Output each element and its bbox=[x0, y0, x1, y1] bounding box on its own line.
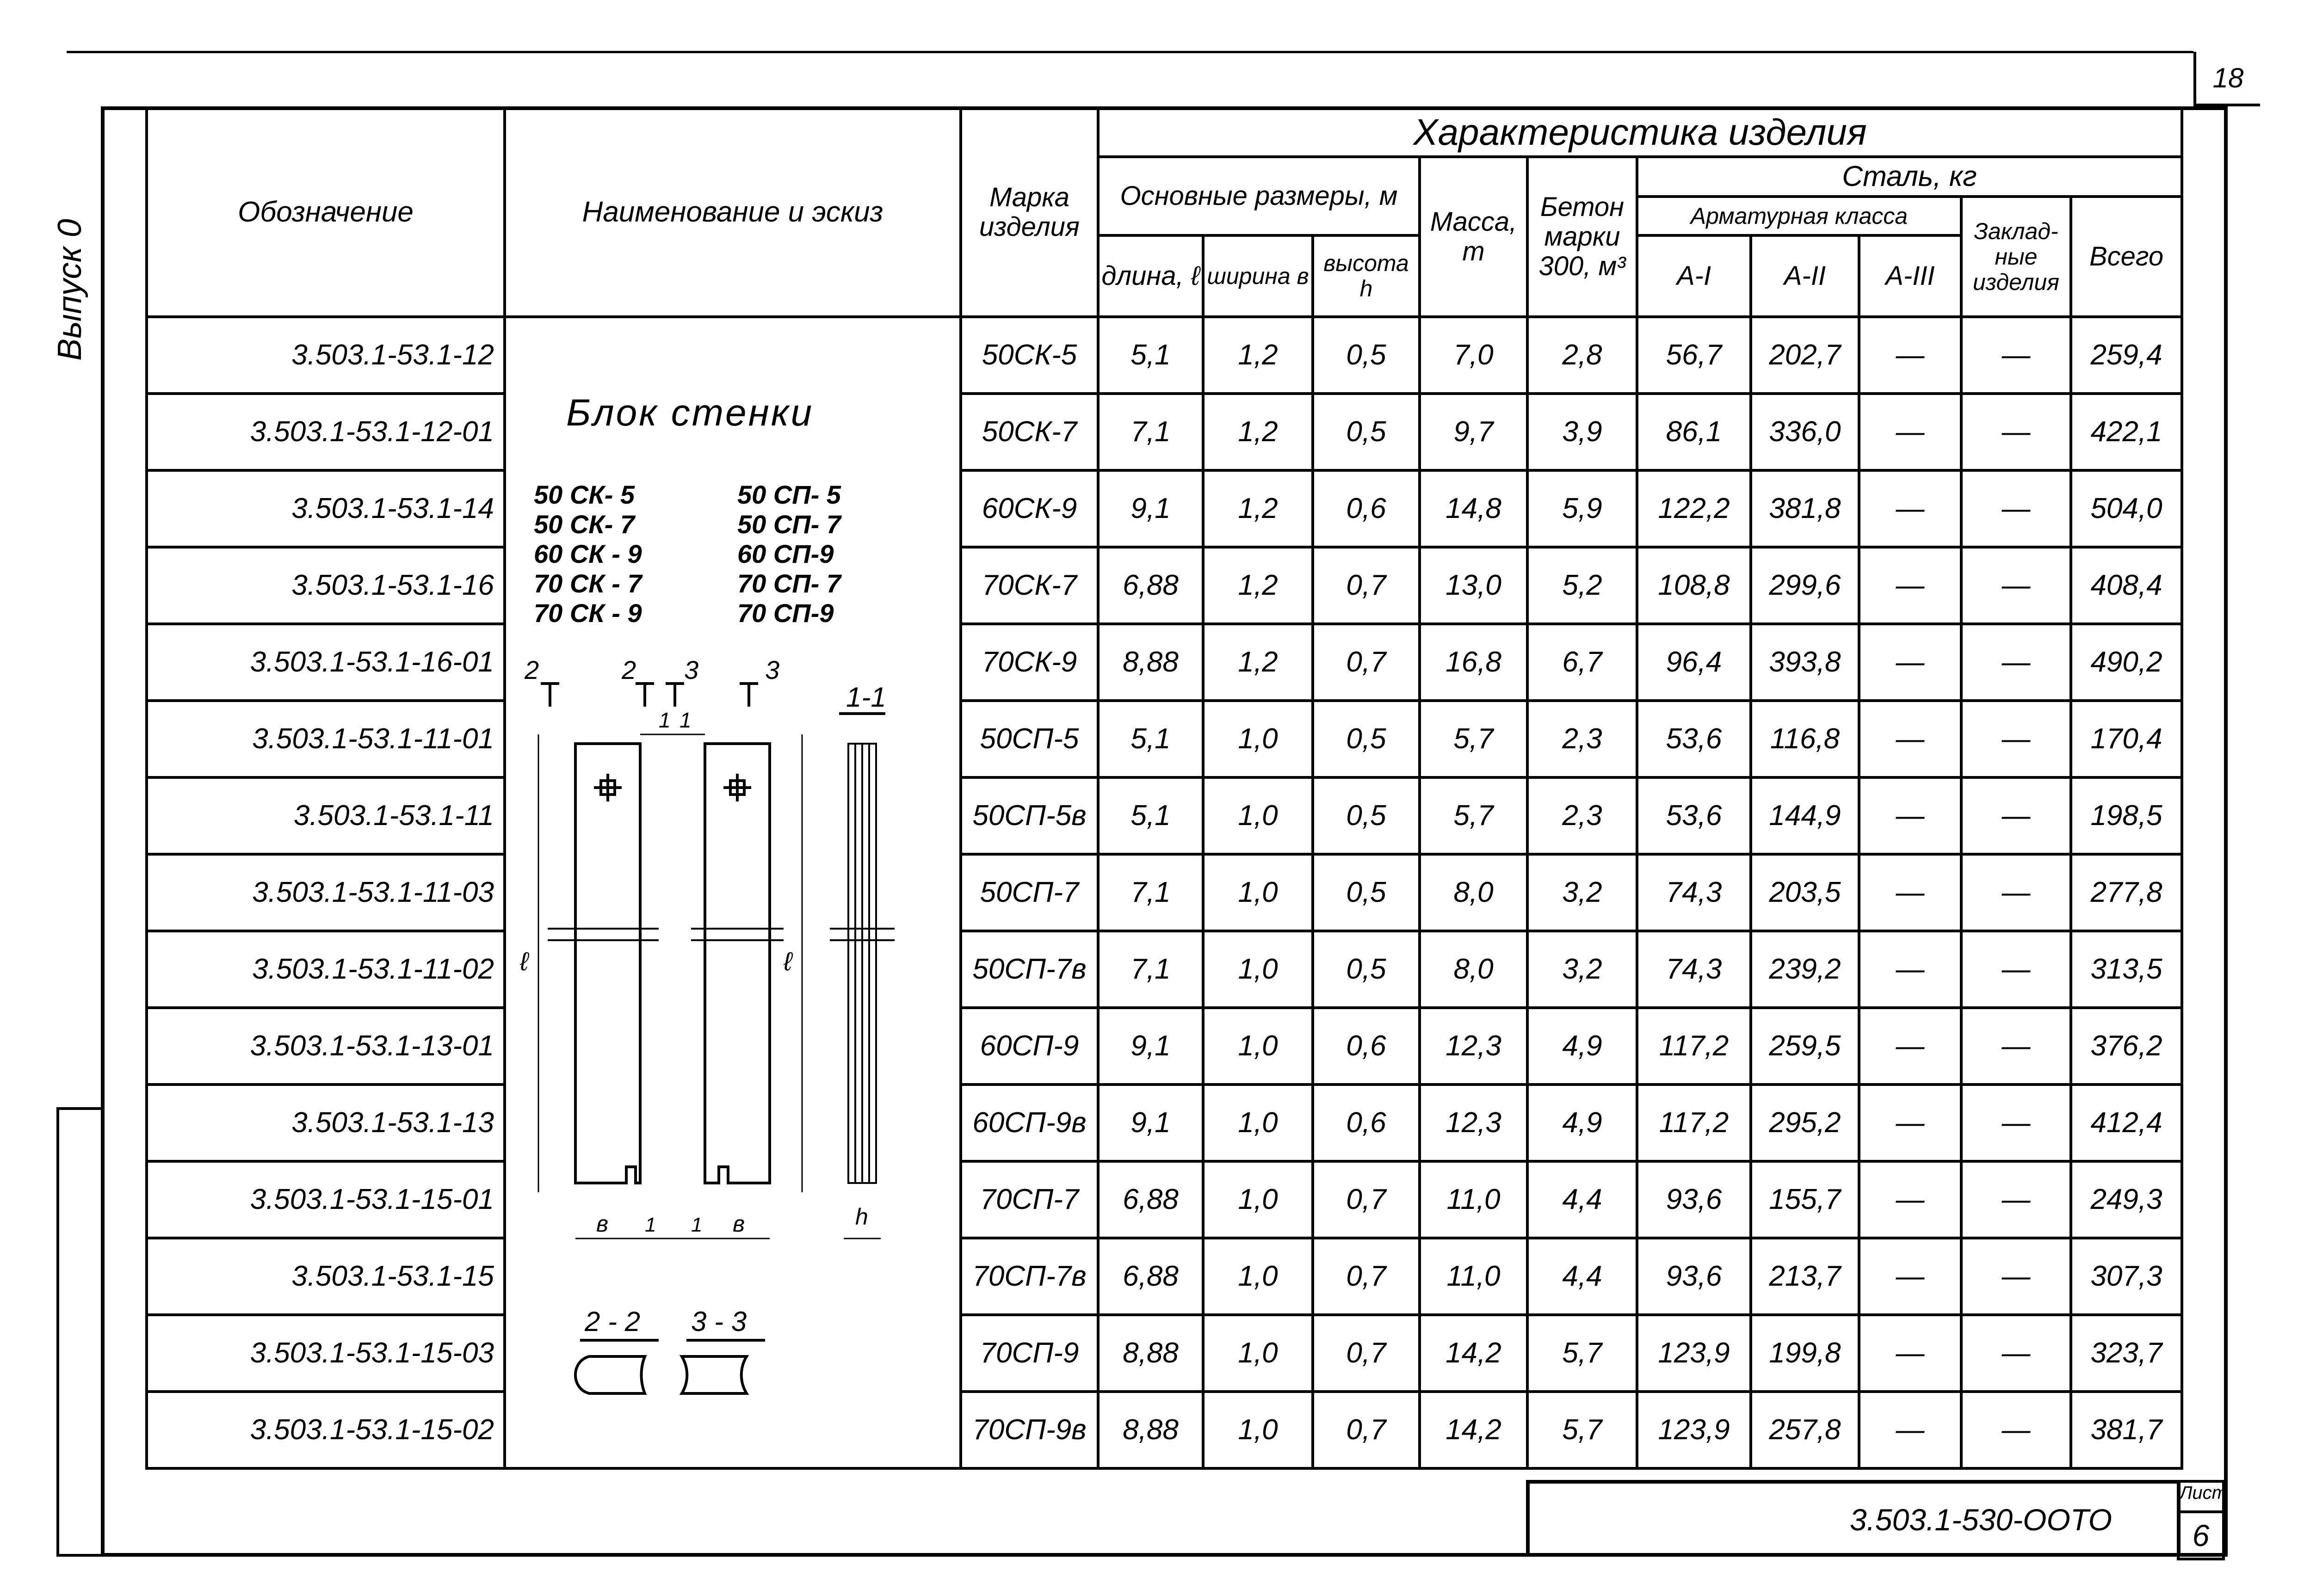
cell-a1: 74,3 bbox=[1637, 854, 1751, 931]
sketch-mark-cp: 70 СП-9 bbox=[737, 598, 834, 628]
cell-mass: 7,0 bbox=[1420, 317, 1527, 394]
cell-designation: 3.503.1-53.1-11-02 bbox=[147, 931, 505, 1008]
header-concrete: Бетон марки 300, м³ bbox=[1527, 157, 1637, 317]
table-row bbox=[147, 317, 2182, 394]
cell-a1: 86,1 bbox=[1637, 394, 1751, 470]
cell-b: 1,0 bbox=[1203, 1392, 1313, 1468]
sheet-number: 6 bbox=[2192, 1518, 2210, 1553]
dimension-lines bbox=[575, 1211, 881, 1239]
cell-b: 1,2 bbox=[1203, 624, 1313, 701]
cell-h: 0,5 bbox=[1313, 931, 1420, 1008]
table-row bbox=[147, 1392, 2182, 1468]
cell-designation: 3.503.1-53.1-11-03 bbox=[147, 854, 505, 931]
cell-designation: 3.503.1-53.1-16-01 bbox=[147, 624, 505, 701]
cell-a3: — bbox=[1859, 777, 1961, 854]
cell-b: 1,0 bbox=[1203, 854, 1313, 931]
cell-conc: 4,4 bbox=[1527, 1161, 1637, 1238]
sketch-mark-ck: 50 СК- 5 bbox=[534, 480, 635, 509]
cell-designation: 3.503.1-53.1-16 bbox=[147, 547, 505, 624]
sections-2-2-3-3 bbox=[575, 1306, 765, 1393]
cell-h: 0,7 bbox=[1313, 1161, 1420, 1238]
cell-a3: — bbox=[1859, 1392, 1961, 1468]
sheet-label: Лист bbox=[2180, 1483, 2222, 1513]
cell-total: 490,2 bbox=[2071, 624, 2182, 701]
header-length: длина, ℓ bbox=[1098, 235, 1203, 317]
cell-mark: 70СП-9в bbox=[961, 1392, 1098, 1468]
cell-a3: — bbox=[1859, 1161, 1961, 1238]
top-rule bbox=[67, 51, 2193, 53]
cell-b: 1,0 bbox=[1203, 1161, 1313, 1238]
cell-emb: — bbox=[1961, 547, 2071, 624]
sketch-mark-ck: 70 СК - 7 bbox=[534, 569, 642, 598]
table-row bbox=[147, 1315, 2182, 1392]
dim-label: 1 bbox=[645, 1214, 656, 1236]
cell-mark: 70СП-9 bbox=[961, 1315, 1098, 1392]
cell-b: 1,2 bbox=[1203, 394, 1313, 470]
cell-a1: 53,6 bbox=[1637, 777, 1751, 854]
cell-emb: — bbox=[1961, 394, 2071, 470]
table-row bbox=[147, 701, 2182, 777]
cell-b: 1,0 bbox=[1203, 1085, 1313, 1161]
cell-mass: 16,8 bbox=[1420, 624, 1527, 701]
cell-a3: — bbox=[1859, 1085, 1961, 1161]
cell-designation: 3.503.1-53.1-11-01 bbox=[147, 701, 505, 777]
cell-a2: 144,9 bbox=[1751, 777, 1859, 854]
sketch-mark-cp: 50 СП- 5 bbox=[737, 480, 841, 509]
cell-b: 1,0 bbox=[1203, 777, 1313, 854]
cell-mass: 5,7 bbox=[1420, 777, 1527, 854]
cell-total: 170,4 bbox=[2071, 701, 2182, 777]
cell-l: 9,1 bbox=[1098, 1085, 1203, 1161]
header-characteristic: Характеристика изделия bbox=[1098, 108, 2182, 157]
cell-emb: — bbox=[1961, 1392, 2071, 1468]
cell-designation: 3.503.1-53.1-14 bbox=[147, 470, 505, 547]
cell-conc: 3,2 bbox=[1527, 931, 1637, 1008]
cell-total: 277,8 bbox=[2071, 854, 2182, 931]
panel-elevation-ck bbox=[519, 734, 659, 1192]
cell-mass: 5,7 bbox=[1420, 701, 1527, 777]
cell-h: 0,5 bbox=[1313, 394, 1420, 470]
cut-label: 2 bbox=[525, 655, 539, 684]
section-label: 2 - 2 bbox=[585, 1306, 641, 1337]
cell-a1: 74,3 bbox=[1637, 931, 1751, 1008]
section-label: 1-1 bbox=[846, 682, 886, 713]
sheet-box bbox=[2177, 1480, 2225, 1560]
cell-mass: 11,0 bbox=[1420, 1161, 1527, 1238]
cell-h: 0,7 bbox=[1313, 1392, 1420, 1468]
dim-label: 1 bbox=[691, 1214, 703, 1236]
cell-a2: 199,8 bbox=[1751, 1315, 1859, 1392]
sketch-mark-cp: 50 СП- 7 bbox=[737, 510, 841, 539]
cell-a2: 295,2 bbox=[1751, 1085, 1859, 1161]
table-row bbox=[147, 394, 2182, 470]
cell-mark: 50СП-7 bbox=[961, 854, 1098, 931]
cell-mass: 13,0 bbox=[1420, 547, 1527, 624]
sheet-number-top: 18 bbox=[2193, 52, 2260, 106]
cell-mark: 50СП-5 bbox=[961, 701, 1098, 777]
dim-label: h bbox=[855, 1204, 868, 1230]
cell-conc: 6,7 bbox=[1527, 624, 1637, 701]
document-number: 3.503.1-530-ООТО bbox=[1849, 1503, 2112, 1537]
cell-l: 8,88 bbox=[1098, 1315, 1203, 1392]
cell-total: 307,3 bbox=[2071, 1238, 2182, 1315]
cell-a3: — bbox=[1859, 1238, 1961, 1315]
header-steel: Сталь, кг bbox=[1637, 157, 2182, 197]
cell-total: 422,1 bbox=[2071, 394, 2182, 470]
header-mark: Марка изделия bbox=[961, 108, 1098, 317]
cell-designation: 3.503.1-53.1-13 bbox=[147, 1085, 505, 1161]
cell-mass: 11,0 bbox=[1420, 1238, 1527, 1315]
header-total: Всего bbox=[2071, 197, 2182, 317]
cell-total: 249,3 bbox=[2071, 1161, 2182, 1238]
title-block bbox=[1526, 1480, 2227, 1557]
binding-margin-box bbox=[56, 1107, 101, 1557]
cell-emb: — bbox=[1961, 1238, 2071, 1315]
header-main-dims: Основные размеры, м bbox=[1098, 157, 1420, 235]
cell-emb: — bbox=[1961, 1315, 2071, 1392]
cell-total: 408,4 bbox=[2071, 547, 2182, 624]
cell-designation: 3.503.1-53.1-15-03 bbox=[147, 1315, 505, 1392]
cell-l: 8,88 bbox=[1098, 1392, 1203, 1468]
table-row bbox=[147, 1161, 2182, 1238]
cell-emb: — bbox=[1961, 470, 2071, 547]
cell-b: 1,0 bbox=[1203, 931, 1313, 1008]
table-row bbox=[147, 1085, 2182, 1161]
cell-total: 323,7 bbox=[2071, 1315, 2182, 1392]
cell-a1: 122,2 bbox=[1637, 470, 1751, 547]
cell-a1: 96,4 bbox=[1637, 624, 1751, 701]
table-row bbox=[147, 854, 2182, 931]
cell-mark: 50СП-5в bbox=[961, 777, 1098, 854]
cell-l: 6,88 bbox=[1098, 1238, 1203, 1315]
cell-emb: — bbox=[1961, 624, 2071, 701]
cell-a3: — bbox=[1859, 701, 1961, 777]
cell-a2: 203,5 bbox=[1751, 854, 1859, 931]
table-row bbox=[147, 777, 2182, 854]
cell-mark: 60СП-9в bbox=[961, 1085, 1098, 1161]
cut-markers bbox=[524, 655, 779, 707]
cell-h: 0,7 bbox=[1313, 624, 1420, 701]
cell-conc: 4,9 bbox=[1527, 1085, 1637, 1161]
cell-a3: — bbox=[1859, 547, 1961, 624]
cell-a1: 123,9 bbox=[1637, 1315, 1751, 1392]
cell-b: 1,0 bbox=[1203, 1008, 1313, 1085]
cell-l: 7,1 bbox=[1098, 394, 1203, 470]
cell-h: 0,7 bbox=[1313, 547, 1420, 624]
cut-label: 2 bbox=[622, 655, 636, 684]
cell-h: 0,5 bbox=[1313, 701, 1420, 777]
cell-mass: 14,2 bbox=[1420, 1392, 1527, 1468]
cell-emb: — bbox=[1961, 317, 2071, 394]
cell-a1: 56,7 bbox=[1637, 317, 1751, 394]
dim-label: в bbox=[596, 1211, 609, 1237]
section-label: 3 - 3 bbox=[691, 1306, 747, 1337]
cell-l: 5,1 bbox=[1098, 317, 1203, 394]
dim-label: 1 bbox=[659, 708, 671, 732]
cell-b: 1,0 bbox=[1203, 1315, 1313, 1392]
cell-a3: — bbox=[1859, 931, 1961, 1008]
cell-designation: 3.503.1-53.1-13-01 bbox=[147, 1008, 505, 1085]
cell-a2: 116,8 bbox=[1751, 701, 1859, 777]
cell-mass: 12,3 bbox=[1420, 1008, 1527, 1085]
cell-total: 198,5 bbox=[2071, 777, 2182, 854]
cell-mass: 14,8 bbox=[1420, 470, 1527, 547]
cell-a3: — bbox=[1859, 317, 1961, 394]
cell-a2: 393,8 bbox=[1751, 624, 1859, 701]
cell-mass: 8,0 bbox=[1420, 854, 1527, 931]
cell-mark: 50СП-7в bbox=[961, 931, 1098, 1008]
cell-total: 259,4 bbox=[2071, 317, 2182, 394]
cell-mass: 14,2 bbox=[1420, 1315, 1527, 1392]
cell-emb: — bbox=[1961, 854, 2071, 931]
header-a3: А-III bbox=[1859, 235, 1961, 317]
cell-a2: 381,8 bbox=[1751, 470, 1859, 547]
cell-mark: 60СП-9 bbox=[961, 1008, 1098, 1085]
cell-mark: 50СК-5 bbox=[961, 317, 1098, 394]
panel-elevation-cp bbox=[640, 708, 802, 1192]
header-designation: Обозначение bbox=[147, 108, 505, 317]
cell-a3: — bbox=[1859, 470, 1961, 547]
cell-total: 313,5 bbox=[2071, 931, 2182, 1008]
cell-emb: — bbox=[1961, 1008, 2071, 1085]
cell-l: 6,88 bbox=[1098, 1161, 1203, 1238]
cell-total: 376,2 bbox=[2071, 1008, 2182, 1085]
cell-l: 5,1 bbox=[1098, 701, 1203, 777]
cell-conc: 2,3 bbox=[1527, 777, 1637, 854]
cell-total: 381,7 bbox=[2071, 1392, 2182, 1468]
cell-l: 9,1 bbox=[1098, 1008, 1203, 1085]
cell-designation: 3.503.1-53.1-12-01 bbox=[147, 394, 505, 470]
cell-mark: 60СК-9 bbox=[961, 470, 1098, 547]
cell-a2: 299,6 bbox=[1751, 547, 1859, 624]
cell-mass: 12,3 bbox=[1420, 1085, 1527, 1161]
sketch-mark-ck: 50 СК- 7 bbox=[534, 510, 635, 539]
table-row bbox=[147, 1008, 2182, 1085]
dim-label: в bbox=[733, 1211, 745, 1237]
cell-a3: — bbox=[1859, 1008, 1961, 1085]
sketch-mark-cp: 60 СП-9 bbox=[737, 539, 834, 568]
sketch-mark-ck: 60 СК - 9 bbox=[534, 539, 642, 568]
cell-b: 1,2 bbox=[1203, 317, 1313, 394]
cell-l: 7,1 bbox=[1098, 854, 1203, 931]
sketch-mark-cp: 70 СП- 7 bbox=[737, 569, 841, 598]
header-name: Наименование и эскиз bbox=[505, 108, 961, 317]
table-row bbox=[147, 624, 2182, 701]
cell-l: 9,1 bbox=[1098, 470, 1203, 547]
cell-a2: 202,7 bbox=[1751, 317, 1859, 394]
cell-a2: 257,8 bbox=[1751, 1392, 1859, 1468]
header-height: высота h bbox=[1313, 235, 1420, 317]
cell-h: 0,7 bbox=[1313, 1315, 1420, 1392]
cell-b: 1,2 bbox=[1203, 470, 1313, 547]
section-1-1 bbox=[830, 682, 895, 1230]
cell-emb: — bbox=[1961, 931, 2071, 1008]
cell-mark: 50СК-7 bbox=[961, 394, 1098, 470]
cell-a1: 93,6 bbox=[1637, 1238, 1751, 1315]
table-row bbox=[147, 470, 2182, 547]
cell-emb: — bbox=[1961, 777, 2071, 854]
cell-mass: 9,7 bbox=[1420, 394, 1527, 470]
cell-a2: 336,0 bbox=[1751, 394, 1859, 470]
cell-a3: — bbox=[1859, 1315, 1961, 1392]
cell-designation: 3.503.1-53.1-12 bbox=[147, 317, 505, 394]
cell-a2: 239,2 bbox=[1751, 931, 1859, 1008]
cell-a1: 123,9 bbox=[1637, 1392, 1751, 1468]
cell-a1: 53,6 bbox=[1637, 701, 1751, 777]
cell-emb: — bbox=[1961, 1085, 2071, 1161]
sketch-cell bbox=[505, 317, 961, 1468]
cell-b: 1,0 bbox=[1203, 701, 1313, 777]
cell-total: 504,0 bbox=[2071, 470, 2182, 547]
cell-designation: 3.503.1-53.1-15-01 bbox=[147, 1161, 505, 1238]
cell-total: 412,4 bbox=[2071, 1085, 2182, 1161]
cell-emb: — bbox=[1961, 701, 2071, 777]
cell-l: 5,1 bbox=[1098, 777, 1203, 854]
cell-a1: 117,2 bbox=[1637, 1085, 1751, 1161]
cell-emb: — bbox=[1961, 1161, 2071, 1238]
cell-a2: 213,7 bbox=[1751, 1238, 1859, 1315]
cell-conc: 2,3 bbox=[1527, 701, 1637, 777]
sketch-mark-ck: 70 СК - 9 bbox=[534, 598, 642, 628]
cell-conc: 3,9 bbox=[1527, 394, 1637, 470]
cell-conc: 4,9 bbox=[1527, 1008, 1637, 1085]
header-rebar-class: Арматурная класса bbox=[1637, 197, 1961, 235]
cell-conc: 5,9 bbox=[1527, 470, 1637, 547]
dim-label: ℓ bbox=[520, 947, 529, 976]
cell-h: 0,6 bbox=[1313, 470, 1420, 547]
cell-h: 0,6 bbox=[1313, 1008, 1420, 1085]
cut-label: 3 bbox=[684, 655, 699, 684]
cell-conc: 5,2 bbox=[1527, 547, 1637, 624]
header-a2: А-II bbox=[1751, 235, 1859, 317]
cell-l: 6,88 bbox=[1098, 547, 1203, 624]
dim-label: 1 bbox=[680, 708, 692, 732]
cell-designation: 3.503.1-53.1-11 bbox=[147, 777, 505, 854]
cell-b: 1,2 bbox=[1203, 547, 1313, 624]
cell-mark: 70СК-7 bbox=[961, 547, 1098, 624]
table-row bbox=[147, 931, 2182, 1008]
cell-a1: 108,8 bbox=[1637, 547, 1751, 624]
cell-l: 8,88 bbox=[1098, 624, 1203, 701]
cell-conc: 2,8 bbox=[1527, 317, 1637, 394]
side-label: Выпуск 0 bbox=[51, 219, 88, 361]
cell-h: 0,7 bbox=[1313, 1238, 1420, 1315]
cell-a3: — bbox=[1859, 624, 1961, 701]
header-width: ширина в bbox=[1203, 235, 1313, 317]
cell-designation: 3.503.1-53.1-15 bbox=[147, 1238, 505, 1315]
cell-a2: 259,5 bbox=[1751, 1008, 1859, 1085]
cell-conc: 4,4 bbox=[1527, 1238, 1637, 1315]
cell-a1: 93,6 bbox=[1637, 1161, 1751, 1238]
cell-b: 1,0 bbox=[1203, 1238, 1313, 1315]
cell-l: 7,1 bbox=[1098, 931, 1203, 1008]
sketch-title: Блок стенки bbox=[566, 392, 814, 434]
cell-mark: 70СП-7в bbox=[961, 1238, 1098, 1315]
cell-mark: 70СК-9 bbox=[961, 624, 1098, 701]
cell-conc: 5,7 bbox=[1527, 1392, 1637, 1468]
table-row bbox=[147, 1238, 2182, 1315]
cell-designation: 3.503.1-53.1-15-02 bbox=[147, 1392, 505, 1468]
header-embedded: Заклад-ные изделия bbox=[1961, 197, 2071, 317]
cell-conc: 5,7 bbox=[1527, 1315, 1637, 1392]
cut-label: 3 bbox=[765, 655, 780, 684]
header-a1: А-I bbox=[1637, 235, 1751, 317]
cell-h: 0,5 bbox=[1313, 854, 1420, 931]
table-row bbox=[147, 547, 2182, 624]
cell-a2: 155,7 bbox=[1751, 1161, 1859, 1238]
dim-label: ℓ bbox=[784, 947, 792, 976]
cell-a3: — bbox=[1859, 854, 1961, 931]
header-mass: Масса, т bbox=[1420, 157, 1527, 317]
cell-a1: 117,2 bbox=[1637, 1008, 1751, 1085]
cell-h: 0,5 bbox=[1313, 317, 1420, 394]
cell-h: 0,6 bbox=[1313, 1085, 1420, 1161]
cell-mark: 70СП-7 bbox=[961, 1161, 1098, 1238]
specification-table bbox=[145, 106, 2183, 1470]
cell-mass: 8,0 bbox=[1420, 931, 1527, 1008]
cell-a3: — bbox=[1859, 394, 1961, 470]
cell-conc: 3,2 bbox=[1527, 854, 1637, 931]
cell-h: 0,5 bbox=[1313, 777, 1420, 854]
block-sketch-drawing bbox=[506, 318, 961, 1468]
